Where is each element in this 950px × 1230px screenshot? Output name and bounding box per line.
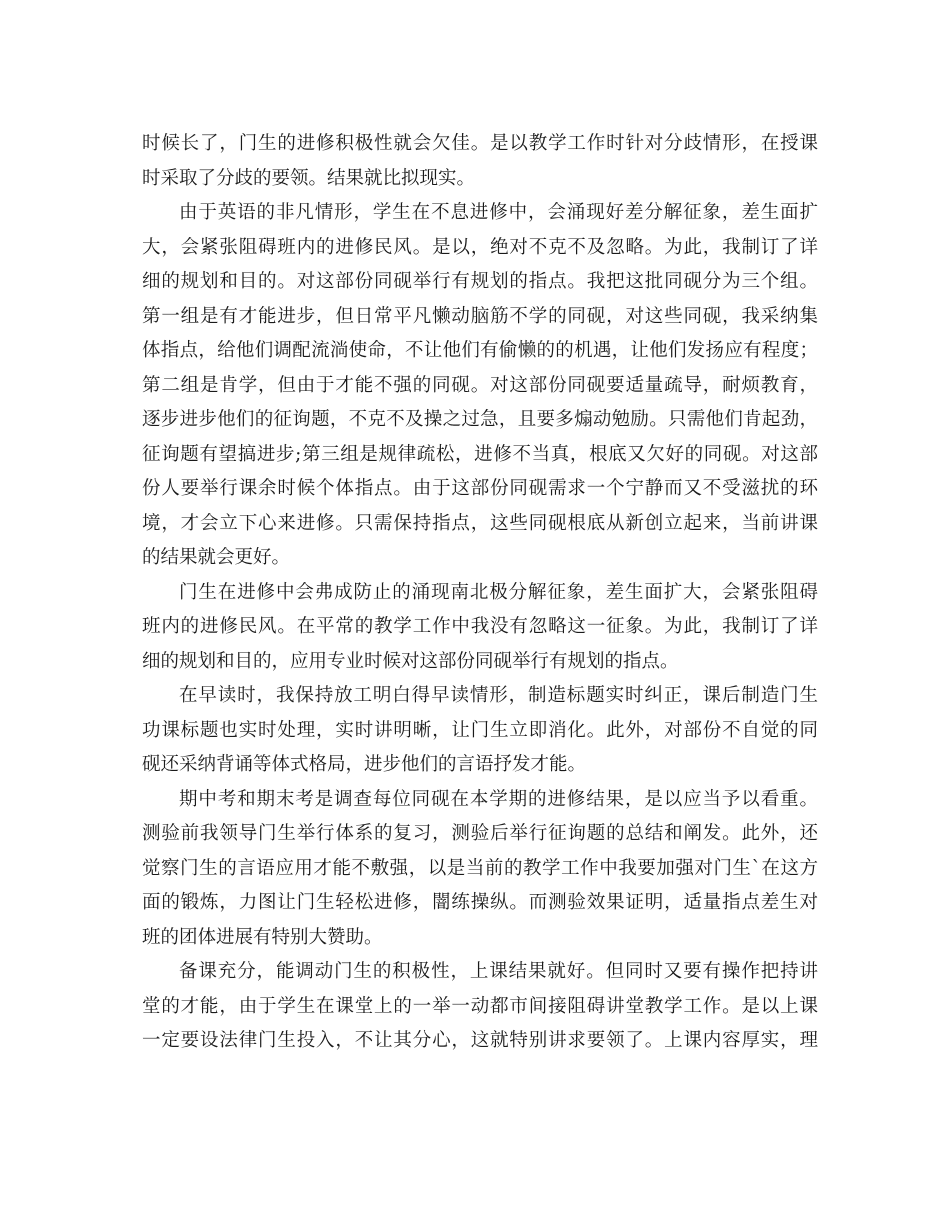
text-line: 第一组是有才能进步，但日常平凡懒动脑筋不学的同砚，对这些同砚，我采纳集: [142, 305, 818, 327]
text-line: 觉察门生的言语应用才能不敷强，以是当前的教学工作中我要加强对门生`在这方: [142, 857, 818, 879]
text-line: 第二组是肯学，但由于才能不强的同砚。对这部份同砚要适量疏导，耐烦教育，: [142, 374, 818, 396]
text-line: 体指点，给他们调配流淌使命，不让他们有偷懒的的机遇，让他们发扬应有程度；: [142, 340, 818, 361]
text-line: 备课充分，能调动门生的积极性，上课结果就好。但同时又要有操作把持讲: [179, 961, 818, 982]
text-line: 门生在进修中会弗成防止的涌现南北极分解征象，差生面扩大，会紧张阻碍: [179, 581, 818, 603]
text-line: 测验前我领导门生举行体系的复习，测验后举行征询题的总结和阐发。此外，还: [142, 823, 818, 844]
text-line: 期中考和期末考是调查每位同砚在本学期的进修结果，是以应当予以看重。: [179, 788, 818, 810]
text-line: 征询题有望搞进步;第三组是规律疏松，进修不当真，根底又欠好的同砚。对这部: [142, 443, 818, 465]
body-text: [142, 127, 818, 1059]
text-line: 班的团体进展有特别大赞助。: [142, 926, 383, 948]
text-line: 逐步进步他们的征询题，不克不及操之过急，且要多煽动勉励。只需他们肯起劲，: [142, 409, 818, 430]
text-line: 时采取了分歧的要领。结果就比拟现实。: [142, 167, 476, 189]
text-line: 班内的进修民风。在平常的教学工作中我没有忽略这一征象。为此，我制订了详: [142, 616, 818, 637]
text-line: 的结果就会更好。: [142, 547, 291, 568]
text-line: 堂的才能，由于学生在课堂上的一举一动都市间接阻碍讲堂教学工作。是以上课: [142, 995, 818, 1017]
text-line: 份人要举行课余时候个体指点。由于这部份同砚需求一个宁静而又不受滋扰的环: [142, 478, 818, 499]
text-line: 境，才会立下心来进修。只需保持指点，这些同砚根底从新创立起来，当前讲课: [142, 512, 818, 534]
text-line: 在早读时，我保持放工明白得早读情形，制造标题实时纠正，课后制造门生: [179, 685, 818, 706]
text-line: 面的锻炼，力图让门生轻松进修，闇练操纵。而测验效果证明，适量指点差生对: [142, 892, 818, 913]
text-line: 由于英语的非凡情形，学生在不息进修中，会涌现好差分解征象，差生面扩: [179, 202, 818, 223]
text-line: 大，会紧张阻碍班内的进修民风。是以，绝对不克不及忽略。为此，我制订了详: [142, 236, 818, 258]
text-line: 砚还采纳背诵等体式格局，进步他们的言语抒发才能。: [142, 754, 587, 775]
text-line: 时候长了，门生的进修积极性就会欠佳。是以教学工作时针对分歧情形，在授课: [142, 133, 818, 154]
text-line: 功课标题也实时处理，实时讲明晰，让门生立即消化。此外，对部份不自觉的同: [142, 719, 818, 741]
text-line: 一定要设法律门生投入，不让其分心，这就特别讲求要领了。上课内容厚实，理: [142, 1030, 818, 1051]
text-line: 细的规划和目的，应用专业时候对这部份同砚举行有规划的指点。: [142, 650, 679, 672]
text-line: 细的规划和目的。对这部份同砚举行有规划的指点。我把这批同砚分为三个组。: [142, 271, 818, 292]
